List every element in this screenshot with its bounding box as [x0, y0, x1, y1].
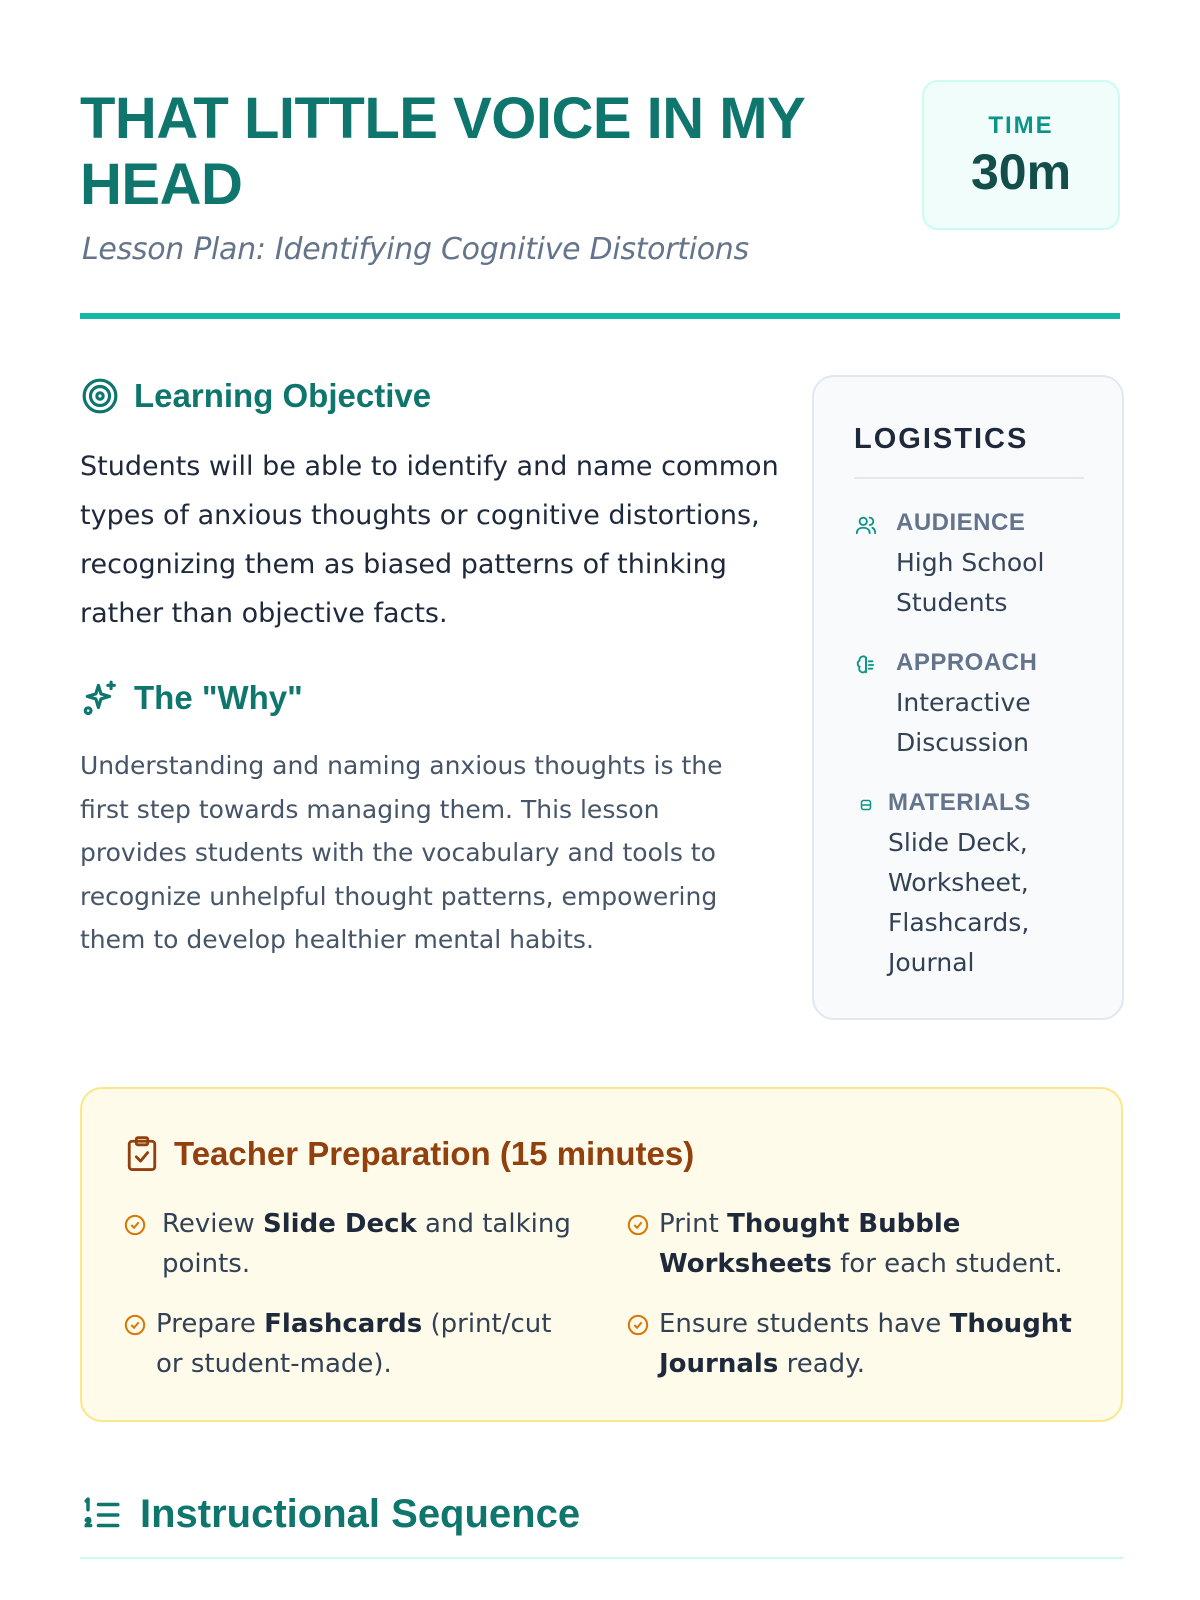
list-ordered-icon: [80, 1493, 124, 1537]
learning-objective-heading: [80, 376, 431, 416]
audience-value: High School Students: [896, 548, 1045, 617]
why-heading: [80, 678, 303, 718]
approach-label: APPROACH: [896, 649, 1038, 676]
sequence-divider: [80, 1557, 1123, 1559]
why-text: Understanding and naming anxious thoughts is the first step towards managing them. This lesson provides students with the vocabulary and tools to recognize unhelpful thought patterns, empowering them to develop healthier mental habits.: [80, 751, 723, 954]
learning-objective-title: Learning Objective: [134, 377, 432, 414]
instructional-sequence-heading: [80, 1492, 580, 1537]
materials-value: Slide Deck, Worksheet, Flashcards, Journal: [888, 828, 1030, 977]
sparkles-icon: [80, 678, 120, 718]
page-subtitle: Lesson Plan: Identifying Cognitive Distortions: [82, 232, 749, 267]
logistics-divider: [854, 477, 1084, 479]
materials-label: MATERIALS: [888, 789, 1031, 816]
brain-icon: [854, 653, 878, 677]
prep-item-text: Prepare Flashcards (print/cut or student-made).: [156, 1309, 552, 1379]
logistics-card: [812, 375, 1124, 1020]
logistics-title: LOGISTICS: [854, 423, 1029, 455]
audience-label: AUDIENCE: [896, 509, 1026, 536]
why-title: The "Why": [134, 679, 303, 716]
clipboard-check-icon: [124, 1134, 160, 1174]
learning-objective-text: Students will be able to identify and name common types of anxious thoughts or cognitive distortions, recognizing them as biased patterns of thinking rather than objective facts.: [80, 451, 779, 629]
teacher-preparation-heading: [124, 1134, 694, 1174]
check-circle-icon: [627, 1214, 649, 1236]
box-icon: [854, 793, 878, 817]
header-divider: [80, 313, 1120, 319]
page-title: THAT LITTLE VOICE IN MY HEAD: [80, 86, 805, 217]
target-icon: [80, 376, 120, 416]
prep-item-text: Review Slide Deck and talking points.: [162, 1209, 571, 1279]
time-badge: [922, 80, 1120, 230]
prep-item-text: Print Thought Bubble Worksheets for each student.: [659, 1209, 1063, 1279]
users-icon: [854, 513, 878, 537]
check-circle-icon: [124, 1314, 146, 1336]
prep-item-text: Ensure students have Thought Journals ready.: [659, 1309, 1072, 1379]
lesson-header: [80, 80, 1120, 320]
teacher-preparation-card: [80, 1087, 1123, 1422]
approach-value: Interactive Discussion: [896, 688, 1031, 757]
teacher-preparation-title: Teacher Preparation (15 minutes): [174, 1135, 695, 1172]
check-circle-icon: [124, 1214, 146, 1236]
check-circle-icon: [627, 1314, 649, 1336]
instructional-sequence-title: Instructional Sequence: [140, 1492, 581, 1536]
time-label: TIME: [988, 112, 1054, 139]
time-value: 30m: [970, 144, 1072, 200]
